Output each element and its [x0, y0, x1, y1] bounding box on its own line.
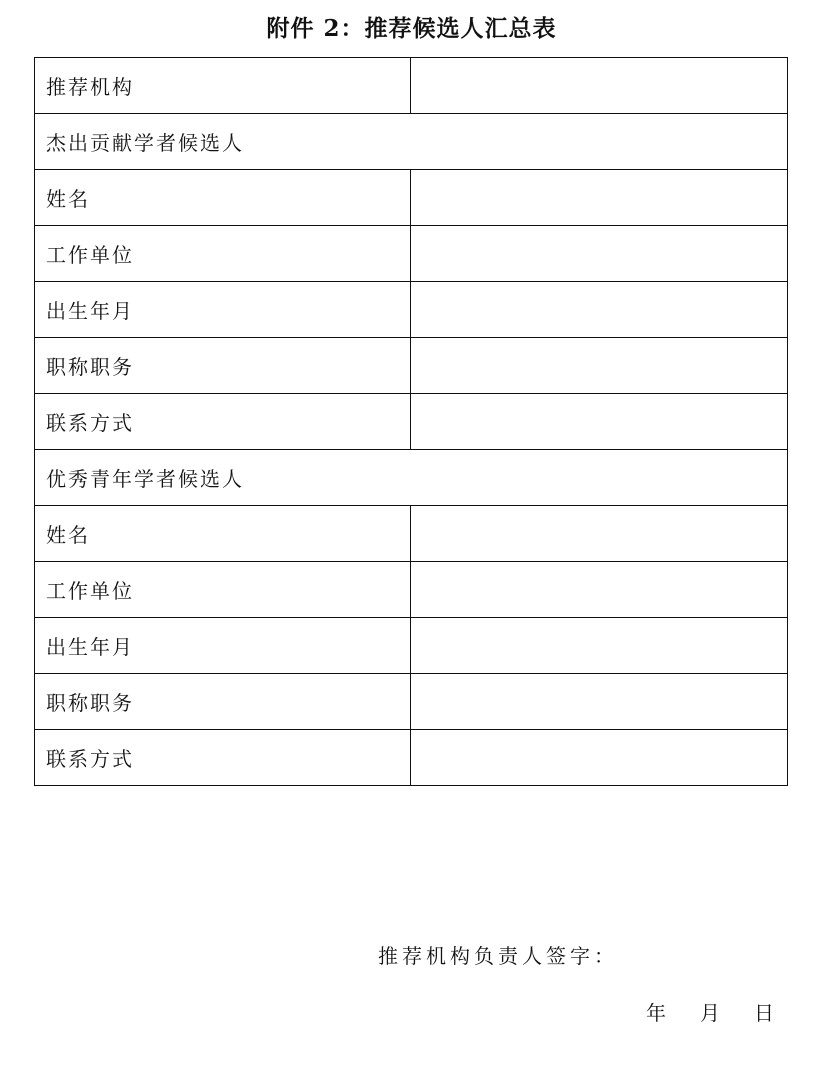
date-year-label: 年: [646, 1001, 666, 1025]
work-unit-field[interactable]: [411, 226, 788, 282]
name-label: 姓名: [35, 170, 411, 226]
table-row: [35, 506, 788, 562]
table-row: [35, 618, 788, 674]
title-position-label: 职称职务: [35, 338, 411, 394]
recommending-org-field[interactable]: [411, 58, 788, 114]
birth-date-label: 出生年月: [35, 282, 411, 338]
date-month-label: 月: [700, 1001, 720, 1025]
name-field[interactable]: [411, 506, 788, 562]
birth-date-field[interactable]: [411, 618, 788, 674]
work-unit-label: 工作单位: [35, 562, 411, 618]
title-position-label: 职称职务: [35, 674, 411, 730]
table-row: [35, 338, 788, 394]
contact-label: 联系方式: [35, 730, 411, 786]
table-row: [35, 170, 788, 226]
title-position-field[interactable]: [411, 338, 788, 394]
recommending-org-label: 推荐机构: [35, 58, 411, 114]
section-header-young: 优秀青年学者候选人: [35, 450, 788, 506]
contact-field[interactable]: [411, 730, 788, 786]
title-position-field[interactable]: [411, 674, 788, 730]
section-header-distinguished: 杰出贡献学者候选人: [35, 114, 788, 170]
table-row: [35, 58, 788, 114]
table-row: [35, 674, 788, 730]
date-line: [646, 997, 774, 1026]
signature-label: 推荐机构负责人签字：: [378, 944, 618, 968]
contact-label: 联系方式: [35, 394, 411, 450]
work-unit-field[interactable]: [411, 562, 788, 618]
table-row: [35, 450, 788, 506]
table-row: [35, 562, 788, 618]
birth-date-field[interactable]: [411, 282, 788, 338]
candidate-summary-table: [34, 57, 788, 786]
name-field[interactable]: [411, 170, 788, 226]
date-day-label: 日: [754, 1001, 774, 1025]
work-unit-label: 工作单位: [35, 226, 411, 282]
table-row: [35, 114, 788, 170]
table-row: [35, 282, 788, 338]
contact-field[interactable]: [411, 394, 788, 450]
document-title: 附件 2：推荐候选人汇总表: [266, 15, 557, 42]
table-row: [35, 730, 788, 786]
name-label: 姓名: [35, 506, 411, 562]
birth-date-label: 出生年月: [35, 618, 411, 674]
table-row: [35, 226, 788, 282]
table-row: [35, 394, 788, 450]
